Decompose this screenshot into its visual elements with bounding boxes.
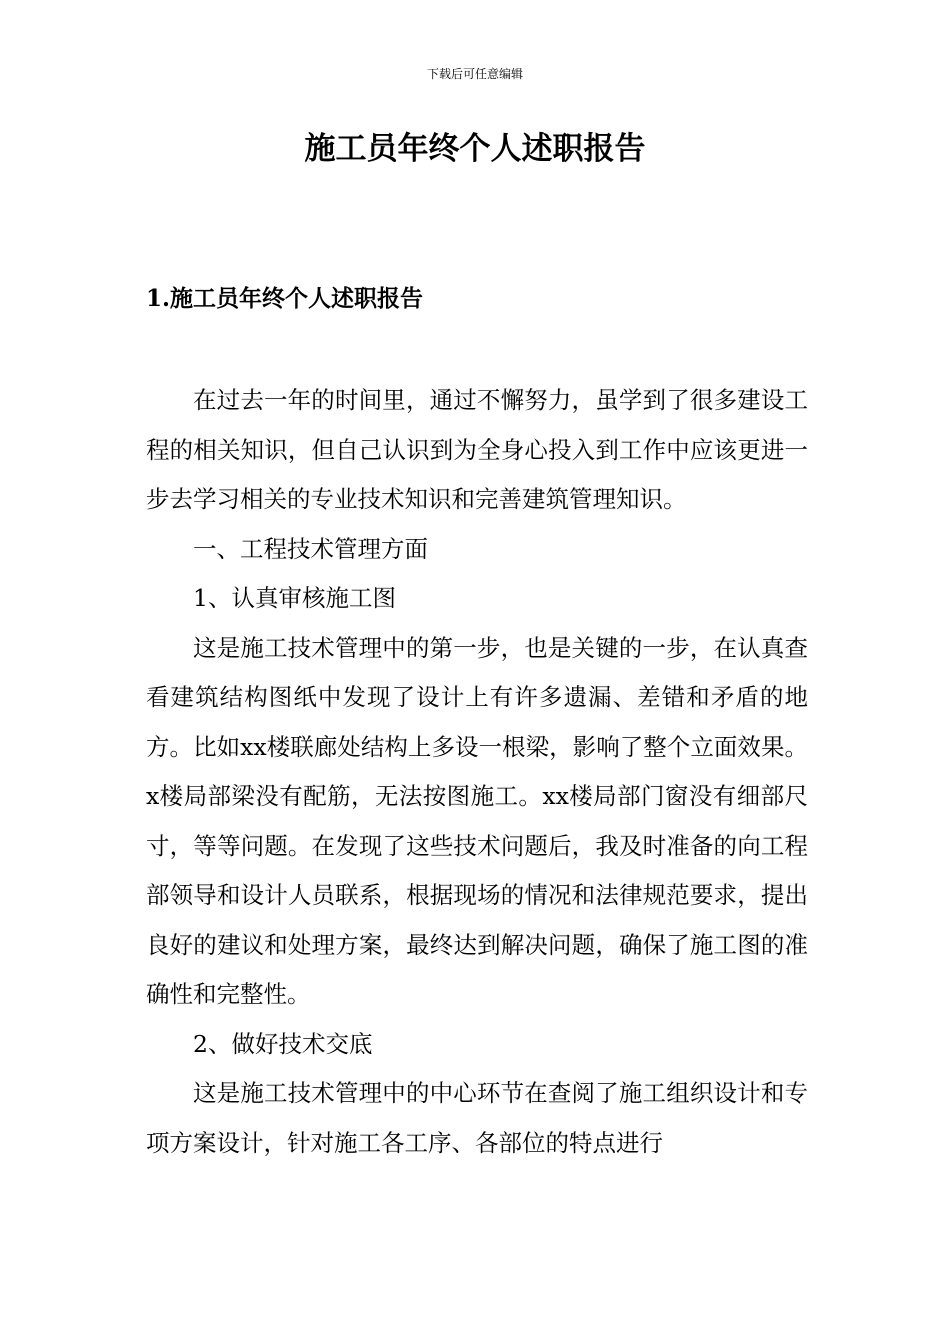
- paragraph-intro: 在过去一年的时间里，通过不懈努力，虽学到了很多建设工程的相关知识，但自己认识到为全身心投入到工作中应该更进一步去学习相关的专业技术知识和完善建筑管理知识。: [146, 386, 808, 513]
- paragraph-tech-briefing: 这是施工技术管理中的中心环节在查阅了施工组织设计和专项方案设计，针对施工各工序、各部位的特点进行: [146, 1079, 808, 1157]
- subheading-engineering-tech: 一、工程技术管理方面: [193, 534, 428, 563]
- header-note: 下载后可任意编辑: [426, 67, 523, 81]
- document-title: 施工员年终个人述职报告: [304, 131, 646, 167]
- subheading-tech-briefing: 2、做好技术交底: [193, 1029, 373, 1058]
- body-text: [146, 376, 808, 1168]
- paragraph-review-drawings: 这是施工技术管理中的第一步，也是关键的一步，在认真查看建筑结构图纸中发现了设计上有许多遗漏、差错和矛盾的地方。比如xx楼联廊处结构上多设一根梁，影响了整个立面效果。x楼局部梁没有配筋，无法按图施工。xx楼局部门窗没有细部尺寸，等等问题。在发现了这些技术问题后，我及时准备的向工程部领导和设计人员联系，根据现场的情况和法律规范要求，提出良好的建议和处理方案，最终达到解决问题，确保了施工图的准确性和完整性。: [146, 633, 808, 1008]
- section-heading: 1.施工员年终个人述职报告: [146, 285, 424, 312]
- subheading-review-drawings: 1、认真审核施工图: [193, 584, 396, 612]
